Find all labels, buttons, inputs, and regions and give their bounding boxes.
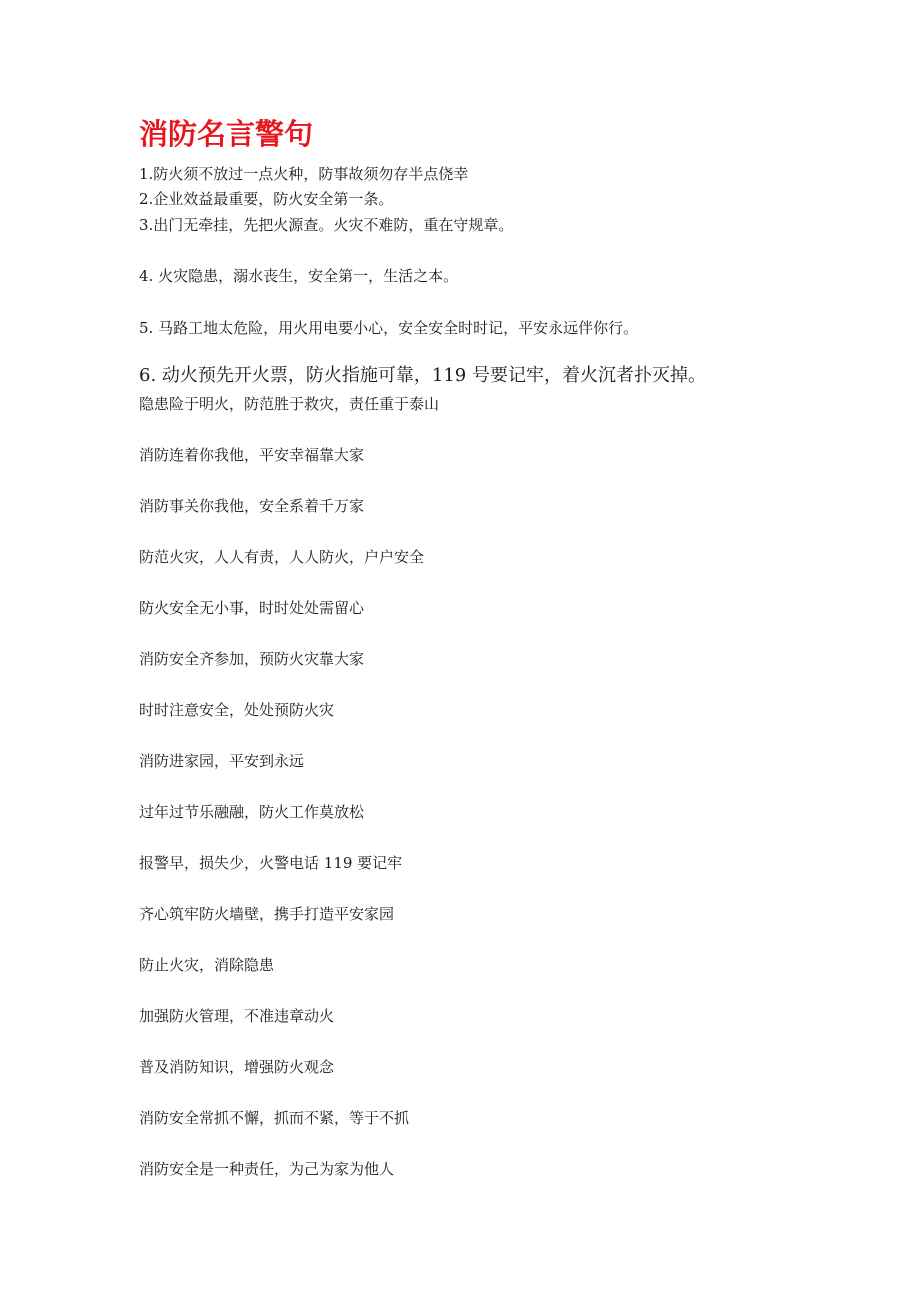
slogan-line-14: 消防进家园，平安到永远 — [139, 752, 305, 770]
slogan-line-6: 6. 动火预先开火票，防火指施可靠，119 号要记牢，着火沉者扑灭掉。 — [139, 365, 706, 386]
slogan-line-19: 加强防火管理，不准违章动火 — [139, 1007, 335, 1025]
slogan-line-3: 3.出门无牵挂，先把火源查。火灾不难防，重在守规章。 — [139, 216, 514, 234]
slogan-line-13: 时时注意安全，处处预防火灾 — [139, 701, 335, 719]
slogan-line-18: 防止火灾，消除隐患 — [139, 956, 275, 974]
slogan-line-5: 5. 马路工地太危险，用火用电要小心，安全安全时时记，平安永远伴你行。 — [139, 319, 639, 337]
slogan-line-16: 报警早，损失少，火警电话 119 要记牢 — [139, 854, 403, 872]
slogan-line-21: 消防安全常抓不懈，抓而不紧，等于不抓 — [139, 1109, 410, 1127]
slogan-line-12: 消防安全齐参加，预防火灾靠大家 — [139, 650, 365, 668]
slogan-line-8: 消防连着你我他，平安幸福靠大家 — [139, 446, 365, 464]
slogan-line-4: 4. 火灾隐患，溺水丧生，安全第一，生活之本。 — [139, 267, 459, 285]
slogan-line-1: 1.防火须不放过一点火种，防事故须勿存半点侥幸 — [139, 165, 469, 183]
slogan-line-9: 消防事关你我他，安全系着千万家 — [139, 497, 365, 515]
slogan-line-7: 隐患险于明火，防范胜于救灾，责任重于泰山 — [139, 395, 440, 413]
slogan-line-15: 过年过节乐融融，防火工作莫放松 — [139, 803, 365, 821]
slogan-line-2: 2.企业效益最重要，防火安全第一条。 — [139, 190, 394, 208]
slogan-line-11: 防火安全无小事，时时处处需留心 — [139, 599, 365, 617]
slogan-line-22: 消防安全是一种责任，为己为家为他人 — [139, 1160, 395, 1178]
slogan-line-17: 齐心筑牢防火墙壁，携手打造平安家园 — [139, 905, 395, 923]
slogan-line-20: 普及消防知识，增强防火观念 — [139, 1058, 335, 1076]
document-title: 消防名言警句 — [139, 117, 314, 151]
slogan-line-10: 防范火灾，人人有责，人人防火，户户安全 — [139, 548, 425, 566]
